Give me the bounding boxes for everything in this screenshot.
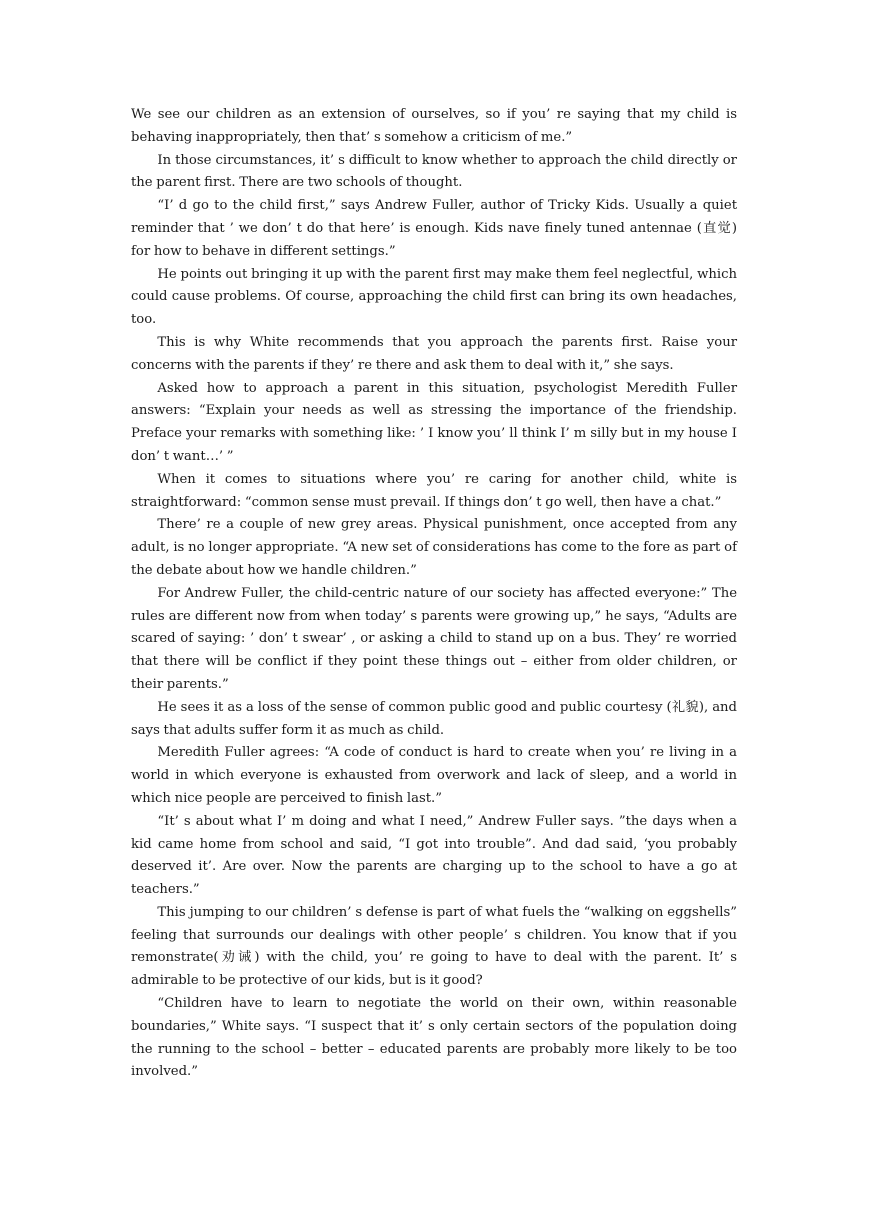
paragraph-3: “I’ d go to the child first,” says Andrew Fuller, author of Tricky Kids. Usually a quiet reminder that ’ we don’ t do that here’ is enough. Kids nave finely tuned antennae (直觉) for how to behave in different settings.”	[131, 198, 737, 259]
paragraph-14: “Children have to learn to negotiate the world on their own, within reasonable boundaries,” White says. “I suspect that it’ s only certain sectors of the population doing the running to the school – better – educated parents are probably more likely to be too involved.”	[131, 996, 737, 1080]
document-body	[131, 104, 737, 1084]
paragraph-9: For Andrew Fuller, the child-centric nature of our society has affected everyone:” The rules are different now from when today’ s parents were growing up,” he says, “Adults are scared of saying: ’ don’ t swear’ , or asking a child to stand up on a bus. They’ re worried that there will be conflict if they point these things out – either from older children, or their parents.”	[131, 585, 737, 692]
paragraph-5: This is why White recommends that you approach the parents first. Raise your concerns with the parents if they’ re there and ask them to deal with it,” she says.	[131, 334, 737, 373]
paragraph-12: “It’ s about what I’ m doing and what I need,” Andrew Fuller says. ”the days when a kid came home from school and said, “I got into trouble”. And dad said, ‘you probably deserved it’. Are over. Now the parents are charging up to the school to have a go at teachers.”	[131, 813, 737, 898]
paragraph-7: When it comes to situations where you’ re caring for another child, white is straightforward: “common sense must prevail. If things don’ t go well, then have a chat.”	[131, 471, 737, 510]
paragraph-1: We see our children as an extension of ourselves, so if you’ re saying that my child is behaving inappropriately, then that’ s somehow a criticism of me.”	[131, 107, 737, 145]
paragraph-11: Meredith Fuller agrees: “A code of conduct is hard to create when you’ re living in a world in which everyone is exhausted from overwork and lack of sleep, and a world in which nice people are perceived to finish last.”	[131, 745, 737, 806]
paragraph-2: In those circumstances, it’ s difficult to know whether to approach the child directly or the parent first. There are two schools of thought.	[131, 152, 737, 191]
paragraph-10: He sees it as a loss of the sense of common public good and public courtesy (礼貌), and says that adults suffer form it as much as child.	[131, 699, 737, 738]
paragraph-4: He points out bringing it up with the parent first may make them feel neglectful, which could cause problems. Of course, approaching the child first can bring its own headaches, too.	[131, 266, 737, 328]
paragraph-6: Asked how to approach a parent in this situation, psychologist Meredith Fuller answers: “Explain your needs as well as stressing the importance of the friendship. Preface your remarks with something like: ’ I know you’ ll think I’ m silly but in my house I don’ t want…’ ”	[131, 380, 737, 464]
paragraph-8: There’ re a couple of new grey areas. Physical punishment, once accepted from any adult, is no longer appropriate. “A new set of considerations has come to the fore as part of the debate about how we handle children.”	[131, 517, 737, 578]
paragraph-13: This jumping to our children’ s defense is part of what fuels the “walking on eggshells” feeling that surrounds our dealings with other people’ s children. You know that if you remonstrate(劝诫) with the child, you’ re going to have to deal with the parent. It’ s admirable to be protective of our kids, but is it good?	[131, 904, 737, 989]
